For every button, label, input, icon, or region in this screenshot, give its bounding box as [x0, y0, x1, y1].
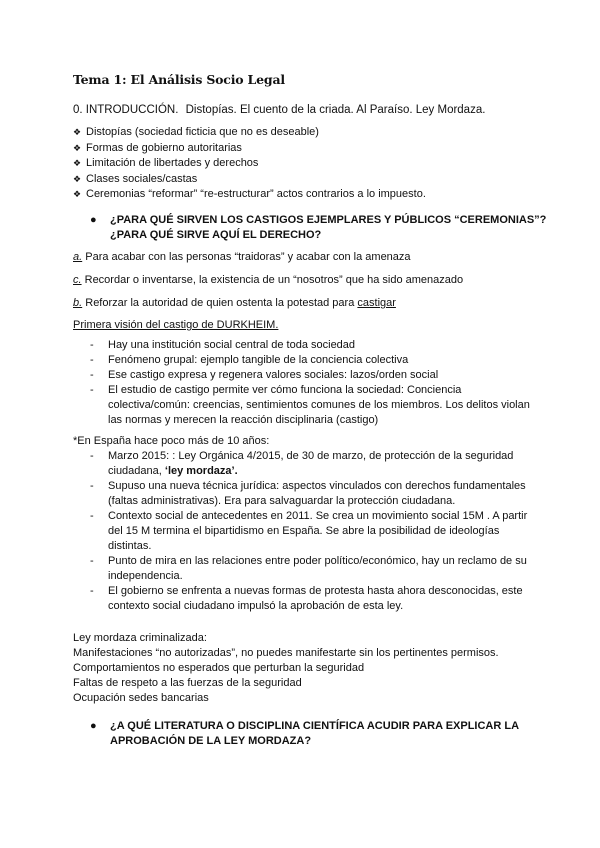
ley-mordaza-bold: ‘ley mordaza’. [164, 465, 238, 477]
list-item: - Marzo 2015: : Ley Orgánica 4/2015, de 30 de marzo, de protección de la seguridad ciudadana, ‘ley mordaza’. [90, 450, 514, 477]
purpose-letter: a. [73, 251, 83, 263]
durkheim-list [90, 338, 530, 428]
list-item: ❖ Distopías (sociedad ficticia que no es deseable) [73, 126, 319, 138]
purpose-underlined-word: castigar [357, 297, 396, 309]
dystopia-list [73, 125, 426, 203]
purpose-item-c [73, 273, 463, 288]
list-item: - El estudio de castigo permite ver cómo funciona la sociedad: Conciencia colectiva/común: creencias, sentimientos comunes de los miembros. Los delitos violan las normas y merecen la reacción disciplinaria (castigo) [90, 384, 530, 426]
list-item: - Punto de mira en las relaciones entre poder político/económico, hay un reclamo de su independencia. [90, 555, 527, 582]
purpose-text: Recordar o inventarse, la existencia de un “nosotros” que ha sido amenazado [84, 274, 464, 286]
list-item: - Supuso una nueva técnica jurídica: aspectos vinculados con derechos fundamentales (faltas administrativas). Era para salvaguardar la protección ciudadana. [90, 480, 526, 507]
dash-bullet-icon: - [90, 339, 94, 351]
text-line: Ocupación sedes bancarias [73, 692, 209, 704]
dash-bullet-icon: - [90, 369, 94, 381]
list-item: - Fenómeno grupal: ejemplo tangible de la conciencia colectiva [90, 354, 409, 366]
list-item: ❖ Clases sociales/castas [73, 172, 198, 185]
purpose-text: Para acabar con las personas “traidoras” y acabar con la amenaza [85, 251, 411, 263]
dash-bullet-icon: - [90, 354, 94, 366]
text-line: Manifestaciones “no autorizadas”, no puedes manifestarte sin los pertinentes permisos. [73, 647, 499, 659]
text-line: Ley mordaza criminalizada: [73, 632, 207, 644]
dash-bullet-icon: - [90, 555, 94, 567]
list-item: ❖ Formas de gobierno autoritarias [73, 141, 242, 154]
intro-rest: Distopías. El cuento de la criada. Al Paraíso. Ley Mordaza. [185, 104, 486, 116]
bullet-icon: ● [90, 214, 97, 226]
dash-bullet-icon: - [90, 450, 94, 462]
purpose-item-a [73, 250, 411, 265]
list-item: - El gobierno se enfrenta a nuevas formas de protesta hasta ahora desconocidas, este contexto social ciudadano impulsó la aprobación de esta ley. [90, 585, 523, 612]
dash-bullet-icon: - [90, 384, 94, 396]
diamond-bullet-icon: ❖ [73, 158, 82, 168]
list-item: ❖ Limitación de libertades y derechos [73, 157, 259, 169]
diamond-bullet-icon: ❖ [73, 127, 82, 137]
durkheim-heading: Primera visión del castigo de DURKHEIM. [73, 319, 279, 331]
page-title: Tema 1: El Análisis Socio Legal [73, 72, 285, 87]
list-item: - Contexto social de antecedentes en 2011. Se crea un movimiento social 15M . A partir del 15 M termina el bipartidismo en España. Se abre la posibilidad de ideologías distintas. [90, 510, 528, 552]
diamond-bullet-icon: ❖ [73, 142, 82, 153]
list-item: ❖ Ceremonias “reformar” “re-estructurar” actos contrarios a lo impuesto. [73, 188, 426, 200]
purpose-letter: b. [73, 297, 83, 309]
diamond-bullet-icon: ❖ [73, 189, 82, 199]
purpose-item-b [73, 296, 396, 311]
bullet-icon: ● [90, 720, 97, 732]
dash-bullet-icon: - [90, 585, 94, 597]
spain-list [90, 449, 530, 614]
diamond-bullet-icon: ❖ [73, 173, 82, 184]
dash-bullet-icon: - [90, 510, 94, 522]
spain-heading: *En España hace poco más de 10 años: [73, 435, 270, 447]
question-text: ¿PARA QUÉ SIRVEN LOS CASTIGOS EJEMPLARES Y PÚBLICOS “CEREMONIAS”? ¿PARA QUÉ SIRVE AQUÍ EL DERECHO? [110, 214, 547, 241]
intro-line [73, 103, 485, 118]
ley-mordaza-section [73, 631, 499, 706]
list-item: - Hay una institución social central de toda sociedad [90, 339, 356, 351]
list-item: - Ese castigo expresa y regenera valores sociales: lazos/orden social [90, 369, 439, 381]
intro-lead: 0. INTRODUCCIÓN. [73, 104, 179, 116]
text-line: Comportamientos no esperados que perturban la seguridad [73, 662, 365, 674]
dash-bullet-icon: - [90, 480, 94, 492]
question-text: ¿A QUÉ LITERATURA O DISCIPLINA CIENTÍFICA ACUDIR PARA EXPLICAR LA APROBACIÓN DE LA LEY MORDAZA? [110, 720, 519, 747]
purpose-text: Reforzar la autoridad de quien ostenta la potestad para [85, 297, 358, 309]
purpose-letter: c. [73, 274, 82, 286]
text-line: Faltas de respeto a las fuerzas de la seguridad [73, 677, 302, 689]
